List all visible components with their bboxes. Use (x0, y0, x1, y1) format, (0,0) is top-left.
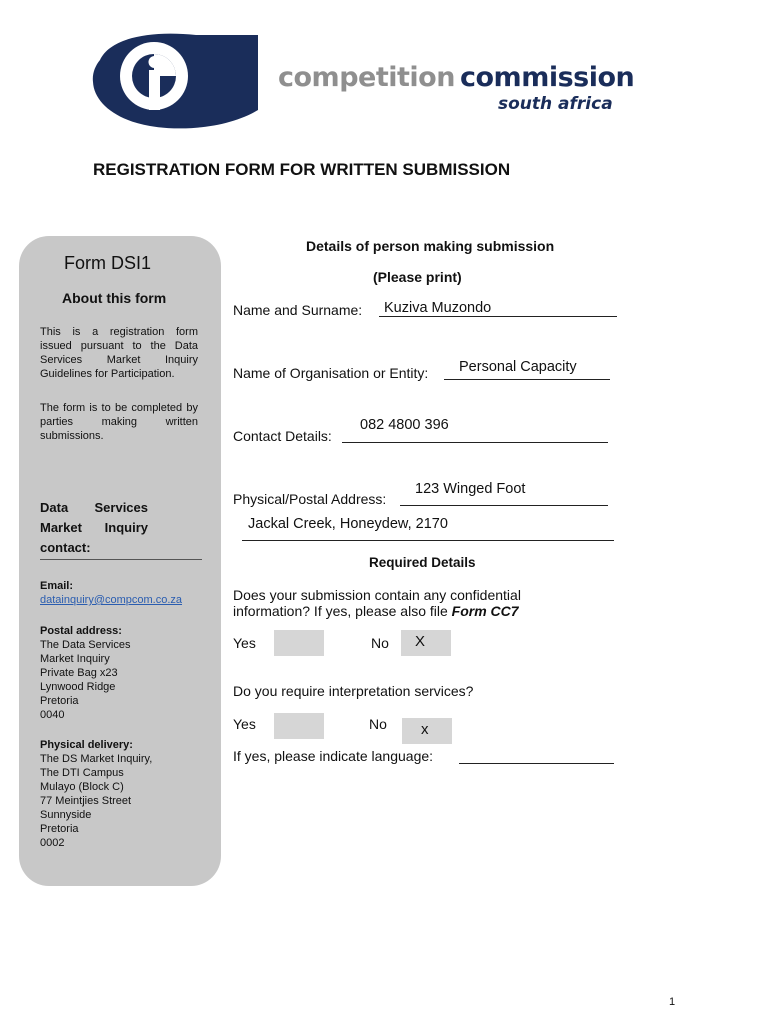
name-field-line[interactable] (379, 316, 617, 317)
interpretation-question: Do you require interpretation services? (233, 683, 474, 699)
sidebar-form-text: The form is to be completed by parties making written submissions. (40, 402, 198, 442)
physical-line: 77 Meintjies Street (40, 795, 132, 807)
postal-line: 0040 (40, 709, 65, 721)
name-label: Name and Surname: (233, 302, 363, 318)
address-field-line-2[interactable] (242, 540, 614, 541)
document-title: REGISTRATION FORM FOR WRITTEN SUBMISSION (93, 160, 511, 179)
organisation-field-line[interactable] (444, 379, 610, 380)
physical-line: Mulayo (Block C) (40, 781, 124, 793)
form-subheading: (Please print) (373, 269, 462, 285)
sidebar-physical-block (40, 738, 152, 850)
organisation-value: Personal Capacity (459, 359, 577, 375)
address-value-1: 123 Winged Foot (415, 481, 526, 497)
physical-label: Physical delivery: (40, 739, 133, 751)
language-field-line[interactable] (459, 763, 614, 764)
email-label: Email: (40, 580, 74, 592)
contact-label: Contact Details: (233, 428, 332, 444)
confidential-no-mark: X (415, 633, 426, 650)
organisation-label: Name of Organisation or Entity: (233, 365, 429, 381)
form-cc7-reference: Form CC7 (451, 603, 519, 619)
sidebar-divider (40, 559, 202, 560)
email-link[interactable]: datainquiry@compcom.co.za (40, 594, 183, 606)
contact-value: 082 4800 396 (360, 417, 449, 433)
interpretation-yes-label: Yes (233, 716, 256, 732)
postal-line: The Data Services (40, 639, 131, 651)
logo-subtitle: south africa (498, 94, 613, 114)
page-number: 1 (669, 996, 676, 1008)
postal-label: Postal address: (40, 625, 122, 637)
name-value: Kuziva Muzondo (384, 300, 492, 316)
sidebar-postal-block (40, 624, 130, 722)
sidebar-contact-heading: Data Services Market Inquiry contact: (40, 500, 148, 555)
contact-field-line[interactable] (342, 442, 608, 443)
postal-line: Pretoria (40, 695, 79, 707)
postal-line: Market Inquiry (40, 653, 110, 665)
interpretation-no-label: No (369, 716, 387, 732)
physical-line: The DTI Campus (40, 767, 124, 779)
confidential-question-line-1: Does your submission contain any confidential (233, 587, 521, 603)
physical-line: 0002 (40, 837, 65, 849)
confidential-question-line-2 (233, 603, 519, 619)
sidebar-about-text: This is a registration form issued pursuant to the Data Services Market Inquiry Guidelines for Participation. (40, 326, 198, 380)
language-label: If yes, please indicate language: (233, 748, 434, 764)
confidential-no-label: No (371, 635, 389, 651)
physical-line: Sunnyside (40, 809, 92, 821)
interpretation-no-mark: x (421, 721, 429, 738)
confidential-no-checkbox[interactable] (401, 630, 451, 656)
confidential-yes-checkbox[interactable] (274, 630, 324, 656)
sidebar-email-block (40, 579, 182, 607)
postal-line: Private Bag x23 (40, 667, 118, 679)
required-details-heading: Required Details (369, 555, 476, 570)
postal-line: Lynwood Ridge (40, 681, 116, 693)
confidential-question-text: information? If yes, please also file (233, 603, 452, 619)
competition-commission-logo-mark (90, 32, 260, 130)
physical-line: The DS Market Inquiry, (40, 753, 153, 765)
sidebar-form-title: Form DSI1 (64, 253, 152, 273)
physical-line: Pretoria (40, 823, 79, 835)
logo-word-competition: competition (278, 62, 455, 93)
address-label: Physical/Postal Address: (233, 491, 387, 507)
sidebar-about-heading: About this form (62, 290, 167, 306)
form-heading: Details of person making submission (306, 238, 555, 254)
logo-word-commission: commission (460, 62, 635, 93)
interpretation-yes-checkbox[interactable] (274, 713, 324, 739)
confidential-yes-label: Yes (233, 635, 256, 651)
address-field-line-1[interactable] (400, 505, 608, 506)
address-value-2: Jackal Creek, Honeydew, 2170 (248, 516, 448, 532)
